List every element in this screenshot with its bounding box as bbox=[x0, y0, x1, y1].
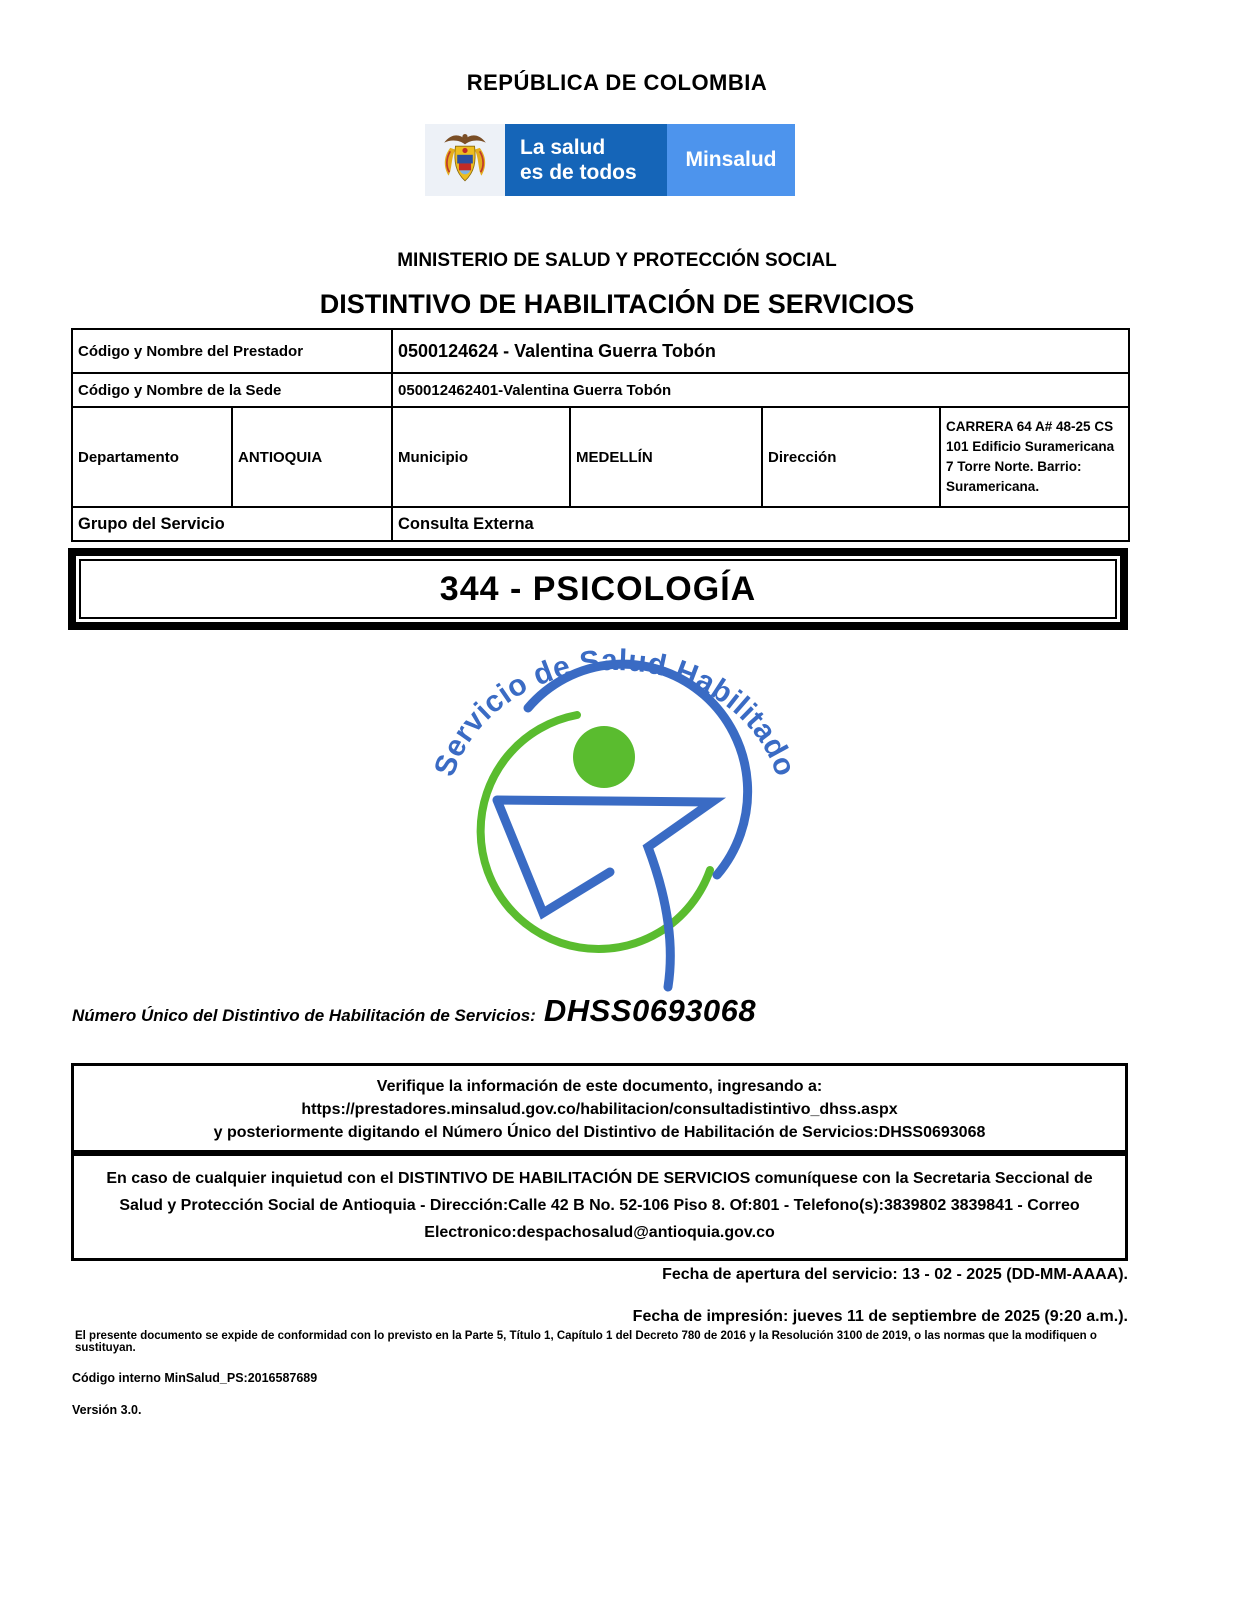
tagline-line2: es de todos bbox=[520, 161, 637, 184]
seal-curved-text: Servicio de Salud Habilitado bbox=[428, 643, 802, 781]
sede-label: Código y Nombre de la Sede bbox=[72, 373, 392, 407]
grupo-label: Grupo del Servicio bbox=[72, 507, 392, 541]
condor-head bbox=[462, 134, 467, 139]
direccion-value: CARRERA 64 A# 48-25 CS 101 Edificio Suramericana 7 Torre Norte. Barrio: Suramericana. bbox=[940, 407, 1129, 507]
colombia-coat-of-arms-icon bbox=[439, 128, 491, 192]
departamento-value: ANTIOQUIA bbox=[232, 407, 392, 507]
contact-info-box bbox=[71, 1150, 1128, 1261]
table-row-location bbox=[72, 407, 1129, 507]
country-title: REPÚBLICA DE COLOMBIA bbox=[466, 70, 768, 95]
grupo-value: Consulta Externa bbox=[392, 507, 1129, 541]
departamento-label: Departamento bbox=[72, 407, 232, 507]
provider-info-table bbox=[71, 328, 1130, 542]
municipio-value: MEDELLÍN bbox=[570, 407, 762, 507]
brand-box bbox=[667, 124, 795, 196]
version-label: Versión 3.0. bbox=[72, 1403, 142, 1417]
prestador-label: Código y Nombre del Prestador bbox=[72, 329, 392, 373]
seal-star-figure bbox=[497, 800, 712, 987]
emblem-box bbox=[425, 124, 505, 196]
minsalud-logo-banner bbox=[425, 124, 795, 196]
prestador-value: 0500124624 - Valentina Guerra Tobón bbox=[392, 329, 1129, 373]
unique-number-label: Número Único del Distintivo de Habilitación de Servicios: bbox=[72, 1006, 536, 1025]
brand-label: Minsalud bbox=[685, 148, 777, 171]
table-row-prestador bbox=[72, 329, 1129, 373]
internal-code: Código interno MinSalud_PS:2016587689 bbox=[72, 1371, 318, 1385]
habilitado-seal bbox=[410, 640, 830, 1010]
service-code-inner-frame bbox=[79, 559, 1117, 619]
seal-head bbox=[573, 726, 635, 788]
document-title: DISTINTIVO DE HABILITACIÓN DE SERVICIOS bbox=[319, 289, 915, 319]
sede-value: 050012462401-Valentina Guerra Tobón bbox=[392, 373, 1129, 407]
direccion-label: Dirección bbox=[762, 407, 940, 507]
unique-number-value: DHSS0693068 bbox=[543, 993, 757, 1028]
tagline-line1: La salud bbox=[520, 136, 606, 159]
municipio-label: Municipio bbox=[392, 407, 570, 507]
unique-number-line bbox=[72, 993, 756, 1029]
legal-disclaimer: El presente documento se expide de conformidad con lo previsto en la Parte 5, Título 1, Capítulo 1 del Decreto 780 de 2016 y la Resolución 3100 de 2019, o las normas que la modifiquen o sustituyan. bbox=[75, 1330, 1097, 1354]
verify-info-box bbox=[71, 1063, 1128, 1156]
print-date: Fecha de impresión: jueves 11 de septiembre de 2025 (9:20 a.m.). bbox=[632, 1308, 1128, 1325]
contact-text: En caso de cualquier inquietud con el DISTINTIVO DE HABILITACIÓN DE SERVICIOS comuníquese con la Secretaria Seccional de Salud y Protección Social de Antioquia - Dirección:Calle 42 B No. 52-106 Piso 8. Of:801 - Telefono(s):3839802 3839841 - Correo Electronico:despachosalud@antioquia.gov.co bbox=[106, 1170, 1093, 1241]
verify-line2: y posteriormente digitando el Número Único del Distintivo de Habilitación de Servicios:DHSS0693068 bbox=[213, 1124, 986, 1141]
service-code-label: 344 - PSICOLOGÍA bbox=[439, 570, 757, 608]
service-opening-date: Fecha de apertura del servicio: 13 - 02 - 2025 (DD-MM-AAAA). bbox=[662, 1266, 1128, 1283]
ministry-title: MINISTERIO DE SALUD Y PROTECCIÓN SOCIAL bbox=[397, 250, 837, 271]
table-row-sede bbox=[72, 373, 1129, 407]
table-row-grupo bbox=[72, 507, 1129, 541]
service-code-box bbox=[68, 548, 1128, 630]
verify-line1: Verifique la información de este documento, ingresando a: https://prestadores.minsalud.gov.co/habilitacion/consultadistintivo_dhss.aspx bbox=[301, 1078, 898, 1118]
tagline-box bbox=[505, 124, 667, 196]
